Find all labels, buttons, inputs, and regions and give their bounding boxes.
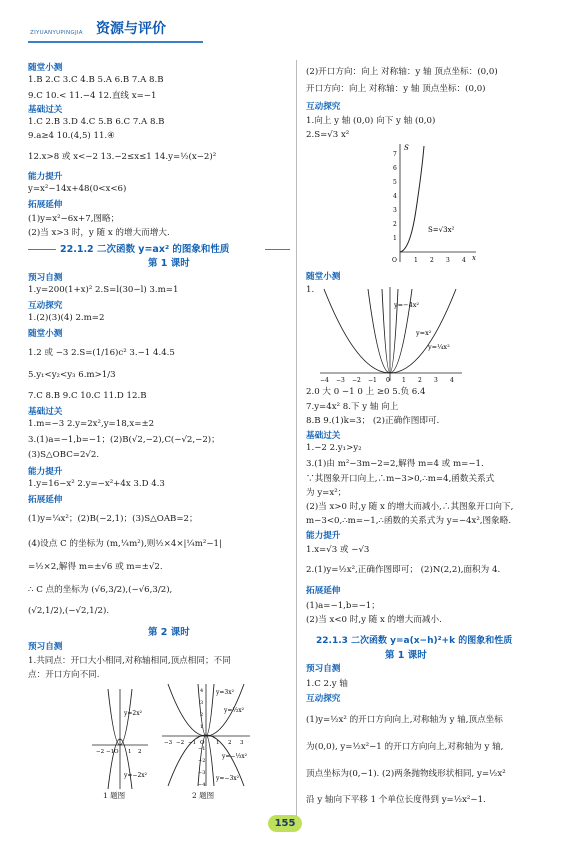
- figP-xtick: −4: [320, 377, 329, 384]
- figP-xtick: −3: [336, 377, 345, 384]
- answer-line: 1.共同点：开口大小相同,对称轴相同,顶点相同；不同: [28, 656, 231, 666]
- fig1-tick: −1: [106, 749, 115, 755]
- lesson-1-title: 第 1 课时: [148, 258, 190, 269]
- fig2-tick: 3: [240, 740, 244, 746]
- fig1-tick: 2: [138, 749, 142, 755]
- section-heading: 拓展延伸: [28, 495, 63, 505]
- answer-line: ∴ C 点的坐标为 (√6,3/2),(−√6,3/2),: [28, 585, 173, 595]
- section-heading: 随堂小测: [28, 329, 63, 339]
- fig2-label: y=−⅓x²: [222, 753, 248, 760]
- figS-curve: [400, 146, 424, 252]
- figS-ytick: 7: [393, 151, 397, 158]
- figS-xtick: 1: [414, 257, 418, 264]
- figS-xtick: 4: [462, 257, 466, 264]
- answer-line: 沿 y 轴向下平移 1 个单位长度得到 y=½x²−1.: [306, 795, 486, 805]
- fig2-ytick: −1: [198, 746, 206, 752]
- answer-line: 2.(1)y=½x²,正确作图即可； (2)N(2,2),面积为 4.: [306, 565, 501, 575]
- answer-line: 9.C 10.< 11.−4 12.直线 x=−1: [28, 91, 157, 101]
- answer-line: (1)y=¼x²；(2)B(−2,1)；(3)S△OAB=2；: [28, 514, 198, 524]
- answer-line: 7.y=4x² 8.下 y 轴 向上: [306, 402, 399, 412]
- answer-line: 3.(1)a=−1,b=−1；(2)B(√2,−2),C(−√2,−2)；: [28, 435, 220, 445]
- answer-line: 1.(2)(3)(4) 2.m=2: [28, 313, 105, 323]
- answer-line: 1.y=200(1+x)² 2.S=l(30−l) 3.m=1: [28, 285, 179, 295]
- answer-line: 8.B 9.(1)k=3； (2)正确作图即可.: [306, 416, 440, 426]
- header-underline: [28, 41, 203, 43]
- answer-line: (4)设点 C 的坐标为 (m,¼m²),则½×4×|¼m²−1|: [28, 539, 222, 549]
- answer-line: 1.C 2.y 轴: [306, 679, 348, 689]
- fig2-tick: 1: [216, 740, 220, 746]
- fig2-ytick: −3: [198, 770, 206, 776]
- figP-label: y=−4x²: [394, 301, 419, 309]
- figS-curve-label: S=√3x²: [428, 226, 455, 234]
- fig2-label: y=3x²: [216, 689, 235, 696]
- answer-line: ∵其图象开口向上,∴m−3>0,∴m=4,函数关系式: [306, 474, 495, 484]
- section-title-22-1-2: 22.1.2 二次函数 y=ax² 的图象和性质: [60, 244, 230, 255]
- column-divider: [296, 60, 297, 820]
- answer-line: 点：开口方向不同.: [28, 670, 100, 680]
- section-heading: 互动探究: [306, 102, 341, 112]
- fig2-tick: 2: [228, 740, 232, 746]
- answer-line: 1.2 或 −3 2.S=(1/16)c² 3.−1 4.4.5: [28, 348, 175, 358]
- answer-line: 开口方向：向上 对称轴：y 轴 顶点坐标：(0,0): [306, 84, 486, 94]
- fig2-tick: −2: [176, 740, 185, 746]
- section-heading: 随堂小测: [28, 63, 63, 73]
- section-heading: 随堂小测: [306, 272, 341, 282]
- answer-line: (1)y=½x² 的开口方向向上,对称轴为 y 轴,顶点坐标: [306, 715, 503, 725]
- answer-line: 1.y=16−x² 2.y=−x²+4x 3.D 4.3: [28, 479, 165, 489]
- figP-xtick: −2: [352, 377, 361, 384]
- answer-line: 1.向上 y 轴 (0,0) 向下 y 轴 (0,0): [306, 116, 436, 126]
- fig2-ytick: 3: [200, 700, 204, 706]
- answer-line: 1.m=−3 2.y=2x²,y=18,x=±2: [28, 419, 155, 429]
- title-rule-right: [265, 249, 290, 250]
- answer-line: (2)开口方向：向上 对称轴：y 轴 顶点坐标：(0,0): [306, 67, 498, 77]
- answer-line: (2)当 x<0 时,y 随 x 的增大而减小.: [306, 615, 442, 625]
- fig1-label-top: y=2x²: [124, 710, 143, 717]
- section-heading: 拓展延伸: [28, 200, 63, 210]
- figP-xtick: 1: [402, 377, 406, 384]
- section-heading: 互动探究: [306, 694, 341, 704]
- figP-xtick: 4: [450, 377, 454, 384]
- header-title: 资源与评价: [96, 21, 166, 37]
- fig1-label-bottom: y=−2x²: [124, 772, 148, 779]
- answer-line: (2)当 x>0 时,y 随 x 的增大而减小,∴其图象开口向下,: [306, 502, 514, 512]
- fig2-ytick: 2: [200, 712, 204, 718]
- answer-line: 2.0 大 0 −1 0 上 ≥0 5.负 6.4: [306, 387, 426, 397]
- figP-label: y=¼x²: [428, 343, 450, 351]
- answer-line: 为 y=x²；: [306, 488, 347, 498]
- figP-xtick: −1: [368, 377, 377, 384]
- figS-xtick: O: [392, 257, 397, 264]
- answer-line: y=x²−14x+48(0<x<6): [28, 184, 127, 194]
- section-heading: 基础过关: [28, 105, 63, 115]
- fig2-ytick: 4: [200, 688, 204, 694]
- fig1-tick: 1: [128, 749, 132, 755]
- fig2-tick: −3: [164, 740, 173, 746]
- figS-ytick: 1: [393, 235, 397, 242]
- figure-1-caption: 1 题图: [103, 791, 126, 800]
- figS-ytick: 6: [393, 165, 397, 172]
- answer-line: m−3<0,∴m=−1,∴函数的关系式为 y=−4x²,图象略.: [306, 516, 512, 526]
- fig2-ytick: −4: [198, 782, 206, 788]
- section-heading: 拓展延伸: [306, 586, 341, 596]
- fig2-label: y=⅓x²: [224, 707, 245, 714]
- header-banner: [28, 17, 203, 43]
- answer-line: 1.B 2.C 3.C 4.B 5.A 6.B 7.A 8.B: [28, 75, 164, 85]
- answer-line: 12.x>8 或 x<−2 13.−2≤x≤1 14.y=½(x−2)²: [28, 152, 217, 162]
- figP-label: y=x²: [416, 329, 432, 337]
- figure-parabolas-right: [316, 285, 466, 385]
- figS-ytick: 3: [393, 207, 397, 214]
- section-heading: 能力提升: [306, 531, 341, 541]
- answer-line: (1)y=x²−6x+7,图略；: [28, 214, 120, 224]
- answer-line: 1.x=√3 或 −√3: [306, 545, 370, 555]
- fig2-tick: −1: [188, 740, 197, 746]
- fig2-ytick: −2: [198, 758, 206, 764]
- answer-line: 顶点坐标为(0,−1). (2)两条抛物线形状相同, y=½x²: [306, 769, 506, 779]
- section-title-22-1-3: 22.1.3 二次函数 y=a(x−h)²+k 的图象和性质: [316, 636, 513, 646]
- page-number: 155: [268, 815, 302, 832]
- figP-xtick: 2: [418, 377, 422, 384]
- figure-2-caption: 2 题图: [192, 791, 215, 800]
- figS-ytick: 4: [393, 193, 397, 200]
- figS-xtick: 3: [446, 257, 450, 264]
- answer-line: (√2,1/2),(−√2,1/2).: [28, 606, 110, 616]
- answer-line: 1.−2 2.y₁>y₂: [306, 443, 362, 453]
- figS-xtick: 2: [430, 257, 434, 264]
- fig1-tick: O: [114, 749, 119, 755]
- answer-line: 3.(1)由 m²−3m−2=2,解得 m=4 或 m=−1.: [306, 459, 484, 469]
- fig2-label: y=−3x²: [216, 775, 240, 782]
- figS-axis-label-y: S: [404, 144, 409, 152]
- answer-line: =½×2,解得 m=±√6 或 m=±√2.: [28, 562, 163, 572]
- answer-line: 1.: [306, 285, 315, 295]
- lesson-2-title: 第 2 课时: [148, 627, 190, 638]
- lesson-1-title-right: 第 1 课时: [385, 650, 427, 661]
- section-heading: 基础过关: [28, 407, 63, 417]
- figure-2-parabolas: [160, 680, 252, 788]
- title-rule-left: [28, 249, 56, 250]
- section-heading: 预习自测: [306, 664, 341, 674]
- figure-s-curve: [380, 140, 480, 265]
- section-heading: 基础过关: [306, 431, 341, 441]
- fig1-tick: −2: [96, 749, 105, 755]
- answer-line: 9.a≥4 10.(4,5) 11.④: [28, 131, 115, 141]
- answer-line: 为(0,0), y=½x²−1 的开口方向向上,对称轴为 y 轴,: [306, 742, 504, 752]
- section-heading: 互动探究: [28, 301, 63, 311]
- section-heading: 能力提升: [28, 467, 63, 477]
- answer-line: 7.C 8.B 9.C 10.C 11.D 12.B: [28, 391, 147, 401]
- section-heading: 能力提升: [28, 172, 63, 182]
- answer-line: (1)a=−1,b=−1；: [306, 601, 380, 611]
- header-pinyin: ZIYUANYUPINGJIA: [30, 30, 83, 36]
- answer-line: 1.C 2.B 3.D 4.C 5.B 6.C 7.A 8.B: [28, 117, 165, 127]
- figS-axis-label-x: x: [472, 254, 476, 262]
- answer-line: 5.y₁<y₂<y₃ 6.m>1/3: [28, 370, 116, 380]
- answer-line: (3)S△OBC=2√2.: [28, 450, 100, 460]
- figP-xtick: 0: [386, 377, 390, 384]
- fig2-tick: O: [200, 740, 205, 746]
- section-heading: 预习自测: [28, 273, 63, 283]
- fig2-ytick: 1: [200, 724, 204, 730]
- section-heading: 预习自测: [28, 642, 63, 652]
- answer-line: (2)当 x>3 时，y 随 x 的增大而增大.: [28, 228, 170, 238]
- figP-xtick: 3: [434, 377, 438, 384]
- figS-ytick: 2: [393, 221, 397, 228]
- figS-ytick: 5: [393, 179, 397, 186]
- figure-1-parabolas: [90, 685, 150, 790]
- answer-line: 2.S=√3 x²: [306, 130, 350, 140]
